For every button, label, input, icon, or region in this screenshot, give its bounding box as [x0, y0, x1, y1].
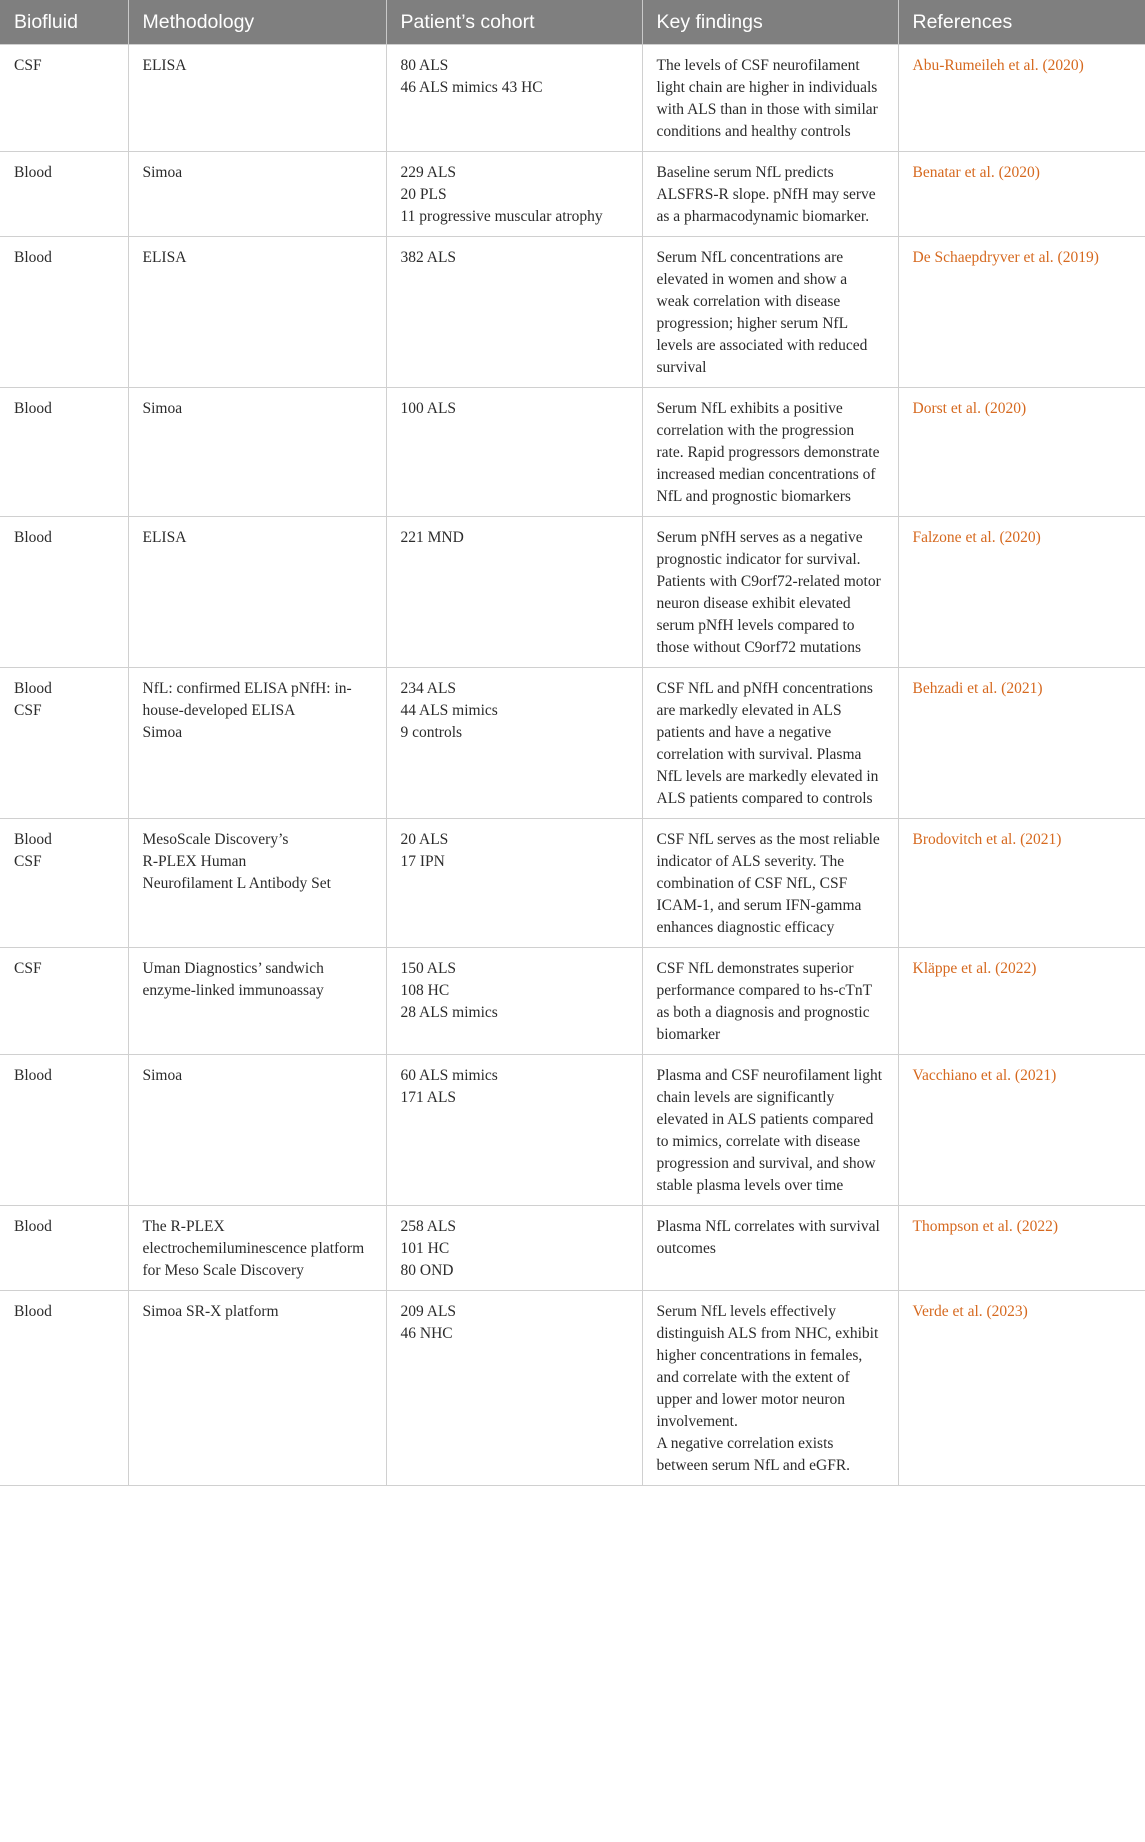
biofluid-cell-line: Blood	[14, 529, 52, 546]
header-biofluid: Biofluid	[0, 0, 128, 45]
findings-cell-line: Serum NfL concentrations are elevated in women and show a weak correlation with disease progression; higher serum NfL levels are associated with reduced survival	[656, 249, 868, 376]
header-references: References	[898, 0, 1145, 45]
findings-cell-line: Plasma and CSF neurofilament light chain levels are significantly elevated in ALS patients compared to mimics, correlate with disease progression and survival, and show stable plasma levels over time	[656, 1067, 883, 1194]
cohort-cell-line: 80 OND	[400, 1262, 454, 1279]
biofluid-cell-line: Blood	[14, 164, 52, 181]
biofluid-cell-line: CSF	[14, 702, 42, 719]
cohort-cell-line: 44 ALS mimics	[400, 702, 498, 719]
cohort-cell-line: 209 ALS	[400, 1303, 457, 1320]
findings-cell-line: Baseline serum NfL predicts ALSFRS-R slope. pNfH may serve as a pharmacodynamic biomarker.	[656, 164, 876, 225]
cohort-cell	[386, 237, 642, 388]
methodology-cell	[128, 517, 386, 668]
methodology-cell	[128, 45, 386, 152]
methodology-cell-line: Neurofilament L Antibody Set	[142, 875, 331, 892]
cohort-cell-line: 150 ALS	[400, 960, 457, 977]
methodology-cell	[128, 1291, 386, 1486]
findings-cell-line: Plasma NfL correlates with survival outcomes	[656, 1218, 880, 1257]
biofluid-cell-line: CSF	[14, 960, 42, 977]
biofluid-cell	[0, 819, 128, 948]
findings-cell-line: The levels of CSF neurofilament light chain are higher in individuals with ALS than in those with similar conditions and healthy controls	[656, 57, 878, 140]
findings-cell	[642, 1291, 898, 1486]
cohort-cell-line: 46 NHC	[400, 1325, 453, 1342]
header-methodology: Methodology	[128, 0, 386, 45]
cohort-cell	[386, 1055, 642, 1206]
biofluid-cell	[0, 45, 128, 152]
reference-link[interactable]: Vacchiano et al. (2021)	[898, 1055, 1145, 1206]
table-row	[0, 1206, 1145, 1291]
table-row	[0, 819, 1145, 948]
header-key-findings: Key findings	[642, 0, 898, 45]
reference-link[interactable]: Falzone et al. (2020)	[898, 517, 1145, 668]
methodology-cell-line: Uman Diagnostics’ sandwich enzyme-linked immunoassay	[142, 960, 324, 999]
findings-cell	[642, 45, 898, 152]
methodology-cell	[128, 948, 386, 1055]
cohort-cell-line: 46 ALS mimics 43 HC	[400, 79, 543, 96]
cohort-cell-line: 229 ALS	[400, 164, 457, 181]
findings-cell	[642, 1206, 898, 1291]
cohort-cell	[386, 152, 642, 237]
biofluid-cell-line: Blood	[14, 1218, 52, 1235]
biofluid-cell	[0, 517, 128, 668]
findings-cell-line: Patients with C9orf72-related motor neuron disease exhibit elevated serum pNfH levels compared to those without C9orf72 mutations	[656, 573, 881, 656]
findings-cell-line: Serum NfL exhibits a positive correlation with the progression rate. Rapid progressors demonstrate increased median concentrations of NfL and prognostic biomarkers	[656, 400, 880, 505]
methodology-cell	[128, 1206, 386, 1291]
cohort-cell-line: 234 ALS	[400, 680, 457, 697]
findings-cell	[642, 237, 898, 388]
table-row	[0, 1055, 1145, 1206]
reference-link[interactable]: Dorst et al. (2020)	[898, 388, 1145, 517]
methodology-cell-line: ELISA	[142, 57, 187, 74]
cohort-cell-line: 382 ALS	[400, 249, 457, 266]
biofluid-cell-line: Blood	[14, 249, 52, 266]
cohort-cell-line: 100 ALS	[400, 400, 457, 417]
reference-link[interactable]: De Schaepdryver et al. (2019)	[898, 237, 1145, 388]
cohort-cell-line: 221 MND	[400, 529, 464, 546]
biofluid-cell-line: Blood	[14, 1303, 52, 1320]
cohort-cell-line: 258 ALS	[400, 1218, 457, 1235]
table-row	[0, 948, 1145, 1055]
reference-link[interactable]: Brodovitch et al. (2021)	[898, 819, 1145, 948]
biofluid-cell-line: Blood	[14, 1067, 52, 1084]
findings-cell	[642, 388, 898, 517]
methodology-cell-line: MesoScale Discovery’s	[142, 831, 289, 848]
table-row	[0, 1291, 1145, 1486]
biofluid-cell	[0, 1206, 128, 1291]
table-body	[0, 45, 1145, 1486]
methodology-cell-line: Simoa	[142, 400, 183, 417]
findings-cell	[642, 668, 898, 819]
methodology-cell	[128, 819, 386, 948]
table-row	[0, 45, 1145, 152]
cohort-cell-line: 9 controls	[400, 724, 463, 741]
reference-link[interactable]: Benatar et al. (2020)	[898, 152, 1145, 237]
biofluid-cell-line: Blood	[14, 680, 52, 697]
cohort-cell-line: 11 progressive muscular atrophy	[400, 208, 603, 225]
methodology-cell-line: Simoa	[142, 164, 183, 181]
biofluid-cell-line: CSF	[14, 57, 42, 74]
biofluid-cell	[0, 948, 128, 1055]
cohort-cell	[386, 45, 642, 152]
methodology-cell-line: Simoa	[142, 724, 183, 741]
table-row	[0, 668, 1145, 819]
biofluid-cell-line: CSF	[14, 853, 42, 870]
table-row	[0, 517, 1145, 668]
header-patients-cohort: Patient’s cohort	[386, 0, 642, 45]
findings-cell-line: CSF NfL and pNfH concentrations are markedly elevated in ALS patients and have a negative correlation with survival. Plasma NfL levels are markedly elevated in ALS patients compared to controls	[656, 680, 879, 807]
methodology-cell-line: Simoa	[142, 1067, 183, 1084]
methodology-cell-line: R-PLEX Human	[142, 853, 247, 870]
methodology-cell-line: NfL: confirmed ELISA pNfH: in-house-developed ELISA	[142, 680, 352, 719]
biofluid-cell-line: Blood	[14, 831, 52, 848]
cohort-cell	[386, 388, 642, 517]
methodology-cell	[128, 237, 386, 388]
findings-cell-line: Serum NfL levels effectively distinguish ALS from NHC, exhibit higher concentrations in females, and correlate with the extent of upper and lower motor neuron involvement.	[656, 1303, 879, 1430]
table-row	[0, 388, 1145, 517]
methodology-cell-line: ELISA	[142, 249, 187, 266]
cohort-cell-line: 60 ALS mimics	[400, 1067, 498, 1084]
findings-cell-line: CSF NfL demonstrates superior performance compared to hs-cTnT as both a diagnosis and prognostic biomarker	[656, 960, 872, 1043]
cohort-cell-line: 108 HC	[400, 982, 450, 999]
findings-cell	[642, 152, 898, 237]
findings-cell-line: CSF NfL serves as the most reliable indicator of ALS severity. The combination of CSF NfL, CSF ICAM-1, and serum IFN-gamma enhances diagnostic efficacy	[656, 831, 880, 936]
methodology-cell-line: The R-PLEX electrochemiluminescence platform for Meso Scale Discovery	[142, 1218, 365, 1279]
cohort-cell	[386, 1291, 642, 1486]
cohort-cell-line: 20 PLS	[400, 186, 447, 203]
biofluid-cell	[0, 152, 128, 237]
biofluid-cell	[0, 388, 128, 517]
findings-cell-line: Serum pNfH serves as a negative prognostic indicator for survival.	[656, 529, 863, 568]
reference-link[interactable]: Verde et al. (2023)	[898, 1291, 1145, 1486]
biofluid-cell-line: Blood	[14, 400, 52, 417]
reference-link[interactable]: Thompson et al. (2022)	[898, 1206, 1145, 1291]
findings-cell	[642, 517, 898, 668]
header-row	[0, 0, 1145, 45]
reference-link[interactable]: Behzadi et al. (2021)	[898, 668, 1145, 819]
biofluid-cell	[0, 237, 128, 388]
cohort-cell	[386, 1206, 642, 1291]
table-row	[0, 152, 1145, 237]
table-row	[0, 237, 1145, 388]
reference-link[interactable]: Abu-Rumeileh et al. (2020)	[898, 45, 1145, 152]
findings-cell	[642, 1055, 898, 1206]
table-header	[0, 0, 1145, 45]
findings-cell	[642, 948, 898, 1055]
cohort-cell	[386, 668, 642, 819]
cohort-cell-line: 17 IPN	[400, 853, 445, 870]
cohort-cell-line: 80 ALS	[400, 57, 449, 74]
findings-cell-line: A negative correlation exists between serum NfL and eGFR.	[656, 1435, 851, 1474]
biofluid-cell	[0, 1055, 128, 1206]
biofluid-cell	[0, 668, 128, 819]
cohort-cell-line: 20 ALS	[400, 831, 449, 848]
methodology-cell	[128, 668, 386, 819]
reference-link[interactable]: Kläppe et al. (2022)	[898, 948, 1145, 1055]
methodology-cell-line: Simoa SR-X platform	[142, 1303, 279, 1320]
methodology-cell-line: ELISA	[142, 529, 187, 546]
methodology-cell	[128, 152, 386, 237]
biofluid-cell	[0, 1291, 128, 1486]
methodology-cell	[128, 1055, 386, 1206]
cohort-cell-line: 28 ALS mimics	[400, 1004, 498, 1021]
cohort-cell	[386, 819, 642, 948]
cohort-cell-line: 101 HC	[400, 1240, 450, 1257]
cohort-cell	[386, 948, 642, 1055]
cohort-cell-line: 171 ALS	[400, 1089, 457, 1106]
methodology-cell	[128, 388, 386, 517]
cohort-cell	[386, 517, 642, 668]
findings-cell	[642, 819, 898, 948]
